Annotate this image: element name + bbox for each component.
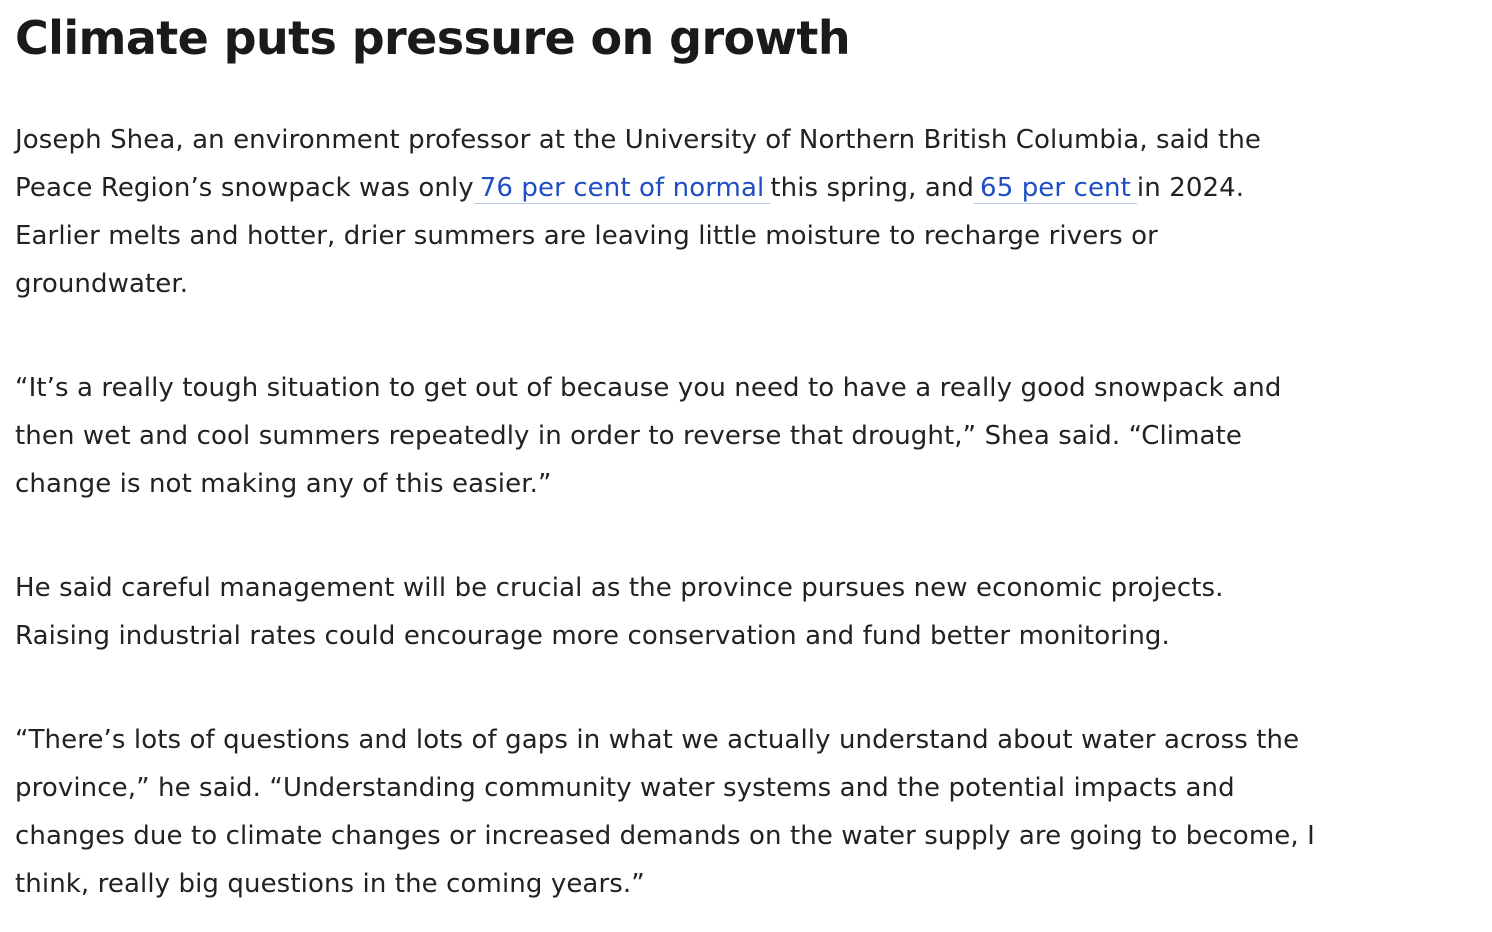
- link-76-per-cent-of-normal[interactable]: 76 per cent of normal: [474, 173, 771, 204]
- text-fragment: Peace Region’s snowpack was only: [15, 173, 474, 203]
- text-fragment: this spring, and: [770, 173, 975, 203]
- paragraph-snowpack: [15, 116, 1477, 308]
- paragraph-line: change is not making any of this easier.”: [15, 469, 552, 499]
- paragraph-line: Raising industrial rates could encourage more conservation and fund better monitoring.: [15, 621, 1170, 651]
- paragraph-line-with-links: [15, 164, 1477, 212]
- paragraph-line: changes due to climate changes or increased demands on the water supply are going to become, I: [15, 821, 1315, 851]
- paragraph-line: “It’s a really tough situation to get out of because you need to have a really good snowpack and: [15, 373, 1282, 403]
- paragraph-line: Earlier melts and hotter, drier summers are leaving little moisture to recharge rivers or: [15, 221, 1158, 251]
- paragraph-line: He said careful management will be crucial as the province pursues new economic projects.: [15, 573, 1224, 603]
- link-65-per-cent[interactable]: 65 per cent: [974, 173, 1137, 204]
- paragraph-management: [15, 564, 1477, 660]
- paragraph-line: groundwater.: [15, 269, 189, 299]
- paragraph-quote-water-gaps: [15, 716, 1477, 908]
- paragraph-line: province,” he said. “Understanding community water systems and the potential impacts and: [15, 773, 1235, 803]
- paragraph-line: Joseph Shea, an environment professor at the University of Northern British Columbia, said the: [15, 125, 1261, 155]
- paragraph-quote-drought: [15, 364, 1477, 508]
- paragraph-line: “There’s lots of questions and lots of gaps in what we actually understand about water across the: [15, 725, 1300, 755]
- text-fragment: in 2024.: [1136, 173, 1245, 203]
- paragraph-line: then wet and cool summers repeatedly in order to reverse that drought,” Shea said. “Climate: [15, 421, 1242, 451]
- section-heading: Climate puts pressure on growth: [15, 11, 850, 65]
- paragraph-line: think, really big questions in the coming years.”: [15, 869, 645, 899]
